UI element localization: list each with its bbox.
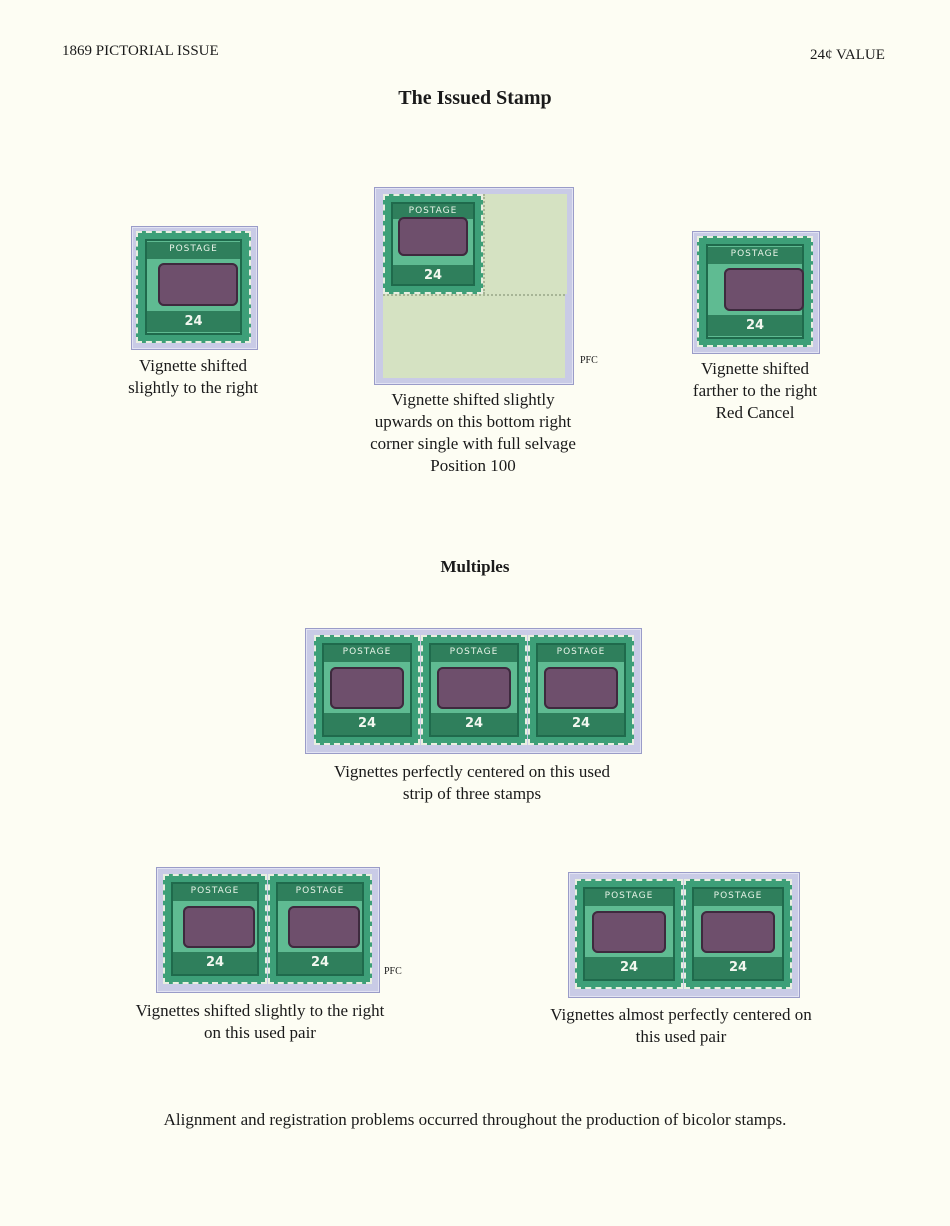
- caption-single-center: Vignette shifted slightly upwards on this bottom right corner single with full selvage Position 100: [370, 390, 576, 475]
- caption-single-right: Vignette shifted farther to the right Red Cancel: [692, 359, 818, 422]
- header-value: 24¢ VALUE: [810, 47, 885, 63]
- mount-pair-left: [156, 867, 380, 993]
- stamp-single-right: POSTAGE 24: [697, 236, 813, 347]
- caption-pair-left: Vignettes shifted slightly to the right on this used pair: [135, 1001, 385, 1042]
- pair-right-stamp-1: POSTAGE 24: [575, 879, 683, 989]
- stamp-single-center: POSTAGE 24: [383, 194, 483, 294]
- cert-center: PFC: [580, 355, 598, 366]
- strip-stamp-1: POSTAGE 24: [314, 635, 420, 745]
- mount-pair-right: [568, 872, 800, 998]
- selvage-right: [483, 194, 567, 294]
- caption-single-left: Vignette shifted slightly to the right: [128, 356, 258, 397]
- page-title: The Issued Stamp: [398, 87, 552, 109]
- strip-stamp-3: POSTAGE 24: [528, 635, 634, 745]
- pair-right-stamp-2: POSTAGE 24: [684, 879, 792, 989]
- selvage-bottom: [383, 294, 565, 378]
- pair-left-stamp-1: POSTAGE 24: [163, 874, 267, 984]
- strip-stamp-2: POSTAGE 24: [421, 635, 527, 745]
- caption-strip: Vignettes perfectly centered on this used strip of three stamps: [333, 762, 611, 803]
- mount-single-left: [131, 226, 258, 350]
- pair-left-stamp-2: POSTAGE 24: [268, 874, 372, 984]
- mount-single-right: [692, 231, 820, 354]
- caption-pair-right: Vignettes almost perfectly centered on this used pair: [550, 1005, 812, 1046]
- cert-pair-left: PFC: [384, 966, 402, 977]
- multiples-title: Multiples: [440, 557, 510, 576]
- mount-strip: [305, 628, 642, 754]
- footer-note: Alignment and registration problems occurred throughout the production of bicolor stamps.: [163, 1110, 787, 1129]
- header-issue: 1869 PICTORIAL ISSUE: [62, 43, 219, 59]
- mount-single-center: [374, 187, 574, 385]
- stamp-single-left: POSTAGE 24: [136, 231, 251, 343]
